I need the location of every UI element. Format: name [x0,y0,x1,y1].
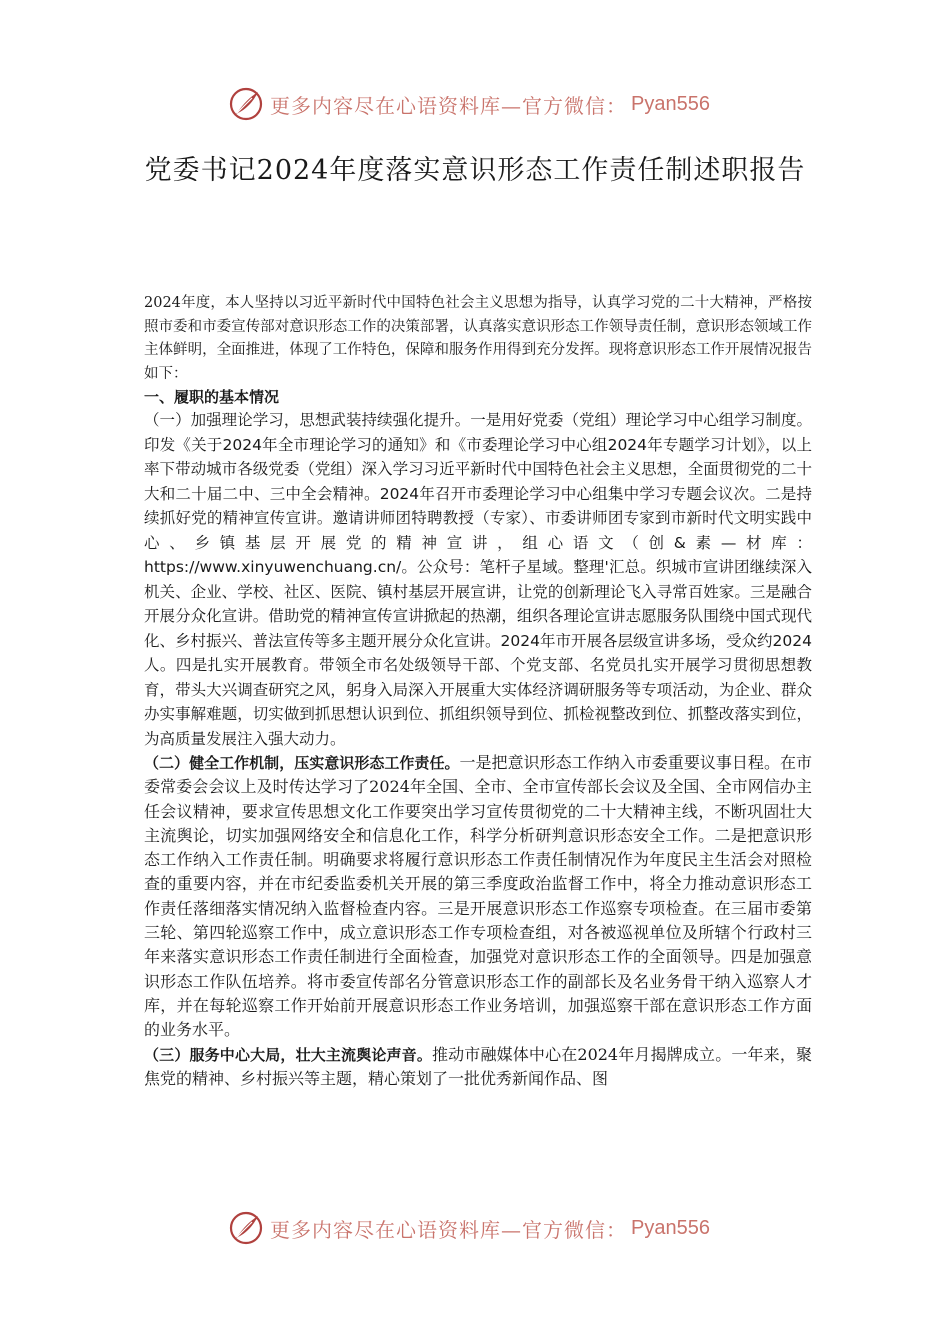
header-banner[interactable] [228,84,728,124]
paragraph-text: 一是把意识形态工作纳入市委重要议事日程。在市委常委会会议上及时传达学习了2024年全国、全市、全市宣传部长会议及全国、全市网信办主任会议精神，要求宣传思想文化工作要突出学习宣传贯彻党的二十大精神主线，不断巩固壮大主流舆论，切实加强网络安全和信息化工作，科学分析研判意识形态安全工作。二是把意识形态工作纳入工作责任制。明确要求将履行意识形态工作责任制情况作为年度民主生活会对照检查的重要内容，并在市纪委监委机关开展的第三季度政治监督工作中，将全力推动意识形态工作责任落细落实情况纳入监督检查内容。三是开展意识形态工作巡察专项检查。在三届市委第三轮、第四轮巡察工作中，成立意识形态工作专项检查组，对各被巡视单位及所辖个行政村三年来落实意识形态工作责任制进行全面检查，加强党对意识形态工作的全面领导。四是加强意识形态工作队伍培养。将市委宣传部名分管意识形态工作的副部长及名业务骨干纳入巡察人才库，并在每轮巡察工作开始前开展意识形态工作业务培训，加强巡察干部在意识形态工作方面的业务水平。 [144,753,812,1040]
paragraph-public-opinion [144,1043,812,1092]
paragraph-theory-study: （一）加强理论学习，思想武装持续强化提升。一是用好党委（党组）理论学习中心组学习制度。印发《关于2024年全市理论学习的通知》和《市委理论学习中心组2024年专题学习计划》，以上率下带动城市各级党委（党组）深入学习习近平新时代中国特色社会主义思想，全面贯彻党的二十大和二十届二中、三中全会精神。2024年召开市委理论学习中心组集中学习专题会议次。二是持续抓好党的精神宣传宣讲。邀请讲师团特聘教授（专家）、市委讲师团专家到市新时代文明实践中心、乡镇基层开展党的精神宣讲，组心语文（创&素—材库：https://www.xinyuwenchuang.cn/。公众号：笔杆子星域。整理'汇总。织城市宣讲团继续深入机关、企业、学校、社区、医院、镇村基层开展宣讲，让党的创新理论飞入寻常百姓家。三是融合开展分众化宣讲。借助党的精神宣传宣讲掀起的热潮，组织各理论宣讲志愿服务队围绕中国式现代化、乡村振兴、普法宣传等多主题开展分众化宣讲。2024年市开展各层级宣讲多场，受众约2024人。四是扎实开展教育。带领全市名处级领导干部、个党支部、名党员扎实开展学习贯彻思想教育，带头大兴调查研究之风，躬身入局深入开展重大实体经济调研服务等专项活动，为企业、群众办实事解难题，切实做到抓思想认识到位、抓组织领导到位、抓检视整改到位、抓整改落实到位，为高质量发展注入强大动力。 [144,411,812,748]
page-title: 党委书记2024年度落实意识形态工作责任制述职报告 [144,155,806,186]
footer-banner[interactable] [228,1208,728,1248]
banner-text: 更多内容尽在心语资料库—官方微信： [270,1217,627,1242]
intro-paragraph: 2024年度，本人坚持以习近平新时代中国特色社会主义思想为指导，认真学习党的二十大精神，严格按照市委和市委宣传部对意识形态工作的决策部署，认真落实意识形态工作领导责任制，意识形态领域工作主体鲜明，全面推进，体现了工作特色，保障和服务作用得到充分发挥。现将意识形态工作开展情况报告如下： [144,295,812,382]
paragraph-lead: （二）健全工作机制，压实意识形态工作责任。 [144,754,460,772]
feather-logo-icon [228,86,264,122]
paragraph-lead: （三）服务中心大局，壮大主流舆论声音。 [144,1045,432,1064]
wechat-id[interactable]: Pyan556 [631,1216,710,1239]
paragraph-work-mechanism [144,751,812,1043]
banner-text: 更多内容尽在心语资料库—官方微信： [270,93,627,118]
feather-logo-icon [228,1210,264,1246]
wechat-id[interactable]: Pyan556 [631,92,710,115]
paragraph-text: 推动市融媒体中心在2024年月揭牌成立。一年来，聚焦党的精神、乡村振兴等主题，精心策划了一批优秀新闻作品、图 [144,1044,812,1088]
document-body [144,292,812,1091]
section-heading: 一、履职的基本情况 [144,388,280,406]
